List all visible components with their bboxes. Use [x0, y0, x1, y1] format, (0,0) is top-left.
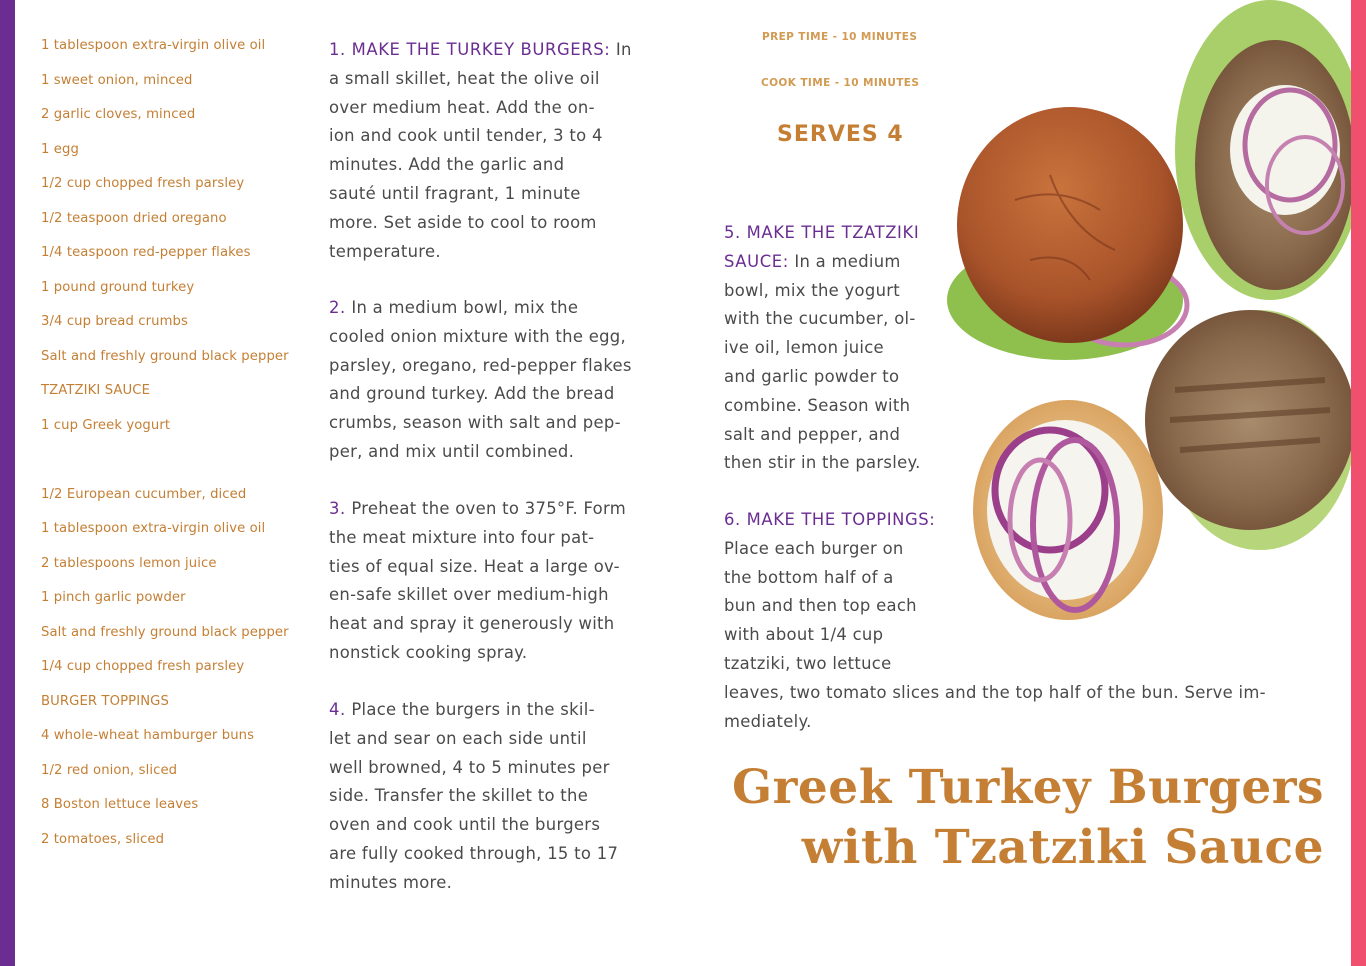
step-5-heading: 5. MAKE THE TZATZIKI: [724, 223, 920, 242]
step-line: per, and mix until combined.: [329, 441, 575, 461]
ingredient-item: 8 Boston lettuce leaves: [41, 797, 199, 812]
step-2-heading: 2.: [329, 298, 346, 317]
step-line: and ground turkey. Add the bread: [329, 384, 615, 404]
step-line: salt and pepper, and: [724, 424, 901, 444]
step-line: combine. Season with: [724, 395, 911, 415]
step-line: more. Set aside to cool to room: [329, 212, 597, 232]
recipe-title-line-1: Greek Turkey Burgers: [731, 760, 1324, 815]
ingredient-item: 1 pinch garlic powder: [41, 590, 186, 605]
step-line: mediately.: [724, 711, 812, 731]
step-line: crumbs, season with salt and pep-: [329, 413, 621, 433]
step-line: minutes. Add the garlic and: [329, 155, 565, 175]
step-line: minutes more.: [329, 872, 453, 892]
ingredient-item: 1/2 European cucumber, diced: [41, 486, 247, 502]
recipe-title: [732, 758, 1324, 878]
step-1: [329, 36, 632, 266]
ingredient-item: 1 egg: [41, 141, 79, 157]
ingredient-item: 1 cup Greek yogurt: [41, 417, 171, 433]
step-line: over medium heat. Add the on-: [329, 97, 595, 117]
ingredient-item: 1/2 cup chopped fresh parsley: [41, 176, 245, 191]
ingredient-item: 4 whole-wheat hamburger buns: [41, 728, 255, 743]
step-line: the bottom half of a: [724, 567, 894, 587]
ingredient-item: 1 sweet onion, minced: [41, 72, 193, 88]
step-line: cooled onion mixture with the egg,: [329, 326, 627, 346]
step-line: temperature.: [329, 241, 441, 261]
step-line: In a medium: [788, 251, 901, 271]
step-line: en-safe skillet over medium-high: [329, 585, 609, 605]
step-line: bowl, mix the yogurt: [724, 280, 901, 300]
step-line: ties of equal size. Heat a large ov-: [329, 556, 620, 576]
step-line: heat and spray it generously with: [329, 614, 615, 634]
serves-count: SERVES 4: [777, 122, 904, 147]
step-line: the meat mixture into four pat-: [329, 527, 595, 547]
step-line: well browned, 4 to 5 minutes per: [329, 757, 610, 777]
left-border: [0, 0, 15, 966]
ingredient-item: BURGER TOPPINGS: [41, 693, 169, 709]
ingredient-item: 2 tomatoes, sliced: [41, 831, 165, 847]
ingredient-item: 1/2 teaspoon dried oregano: [41, 210, 227, 226]
ingredient-item: 1 tablespoon extra-virgin olive oil: [41, 521, 266, 536]
ingredient-item: 2 garlic cloves, minced: [41, 107, 196, 122]
step-line: nonstick cooking spray.: [329, 642, 528, 662]
ingredient-item: Salt and freshly ground black pepper: [41, 348, 289, 364]
recipe-title-line-2: with Tzatziki Sauce: [801, 820, 1324, 875]
step-line: In: [610, 40, 632, 59]
step-6-heading: 6. MAKE THE TOPPINGS:: [724, 510, 936, 529]
step-5: [724, 219, 921, 478]
prep-time: PREP TIME - 10 MINUTES: [762, 31, 918, 43]
step-line: Place the burgers in the skil-: [345, 700, 595, 719]
step-3-heading: 3.: [329, 499, 346, 518]
step-line: let and sear on each side until: [329, 728, 587, 748]
step-line: are fully cooked through, 15 to 17: [329, 843, 619, 863]
step-line: tzatziki, two lettuce: [724, 653, 892, 673]
step-line: bun and then top each: [724, 596, 917, 616]
step-4: [329, 696, 618, 898]
step-2: [329, 294, 632, 467]
step-line: then stir in the parsley.: [724, 453, 921, 473]
step-line: Preheat the oven to 375°F. Form: [345, 499, 627, 518]
step-line: with the cucumber, ol-: [724, 309, 916, 329]
step-line: ion and cook until tender, 3 to 4: [329, 126, 603, 146]
step-line: and garlic powder to: [724, 366, 900, 386]
step-line: side. Transfer the skillet to the: [329, 786, 589, 806]
ingredient-item: 3/4 cup bread crumbs: [41, 314, 188, 329]
step-line: a small skillet, heat the olive oil: [329, 68, 600, 88]
step-line: leaves, two tomato slices and the top half of the bun. Serve im-: [724, 682, 1266, 702]
step-line: ive oil, lemon juice: [724, 338, 884, 358]
burger-photo: [940, 0, 1351, 640]
step-5-heading-cont: SAUCE:: [724, 251, 789, 271]
step-line: In a medium bowl, mix the: [345, 298, 579, 317]
step-line: oven and cook until the burgers: [329, 815, 601, 835]
step-line: Place each burger on: [724, 538, 904, 558]
ingredient-item: 1/4 cup chopped fresh parsley: [41, 659, 245, 674]
step-3: [329, 495, 626, 668]
step-4-heading: 4.: [329, 700, 346, 719]
ingredient-item: Salt and freshly ground black pepper: [41, 624, 289, 640]
step-1-heading: 1. MAKE THE TURKEY BURGERS:: [329, 40, 611, 59]
step-line: sauté until fragrant, 1 minute: [329, 183, 581, 203]
step-line: parsley, oregano, red-pepper flakes: [329, 355, 632, 375]
cook-time: COOK TIME - 10 MINUTES: [761, 77, 920, 89]
ingredient-item: 1 pound ground turkey: [41, 279, 195, 295]
ingredient-item: 2 tablespoons lemon juice: [41, 555, 217, 571]
ingredient-item: 1/2 red onion, sliced: [41, 762, 178, 778]
step-line: with about 1/4 cup: [724, 625, 884, 645]
ingredient-item: TZATZIKI SAUCE: [41, 383, 151, 398]
ingredient-item: 1 tablespoon extra-virgin olive oil: [41, 38, 266, 53]
right-border: [1351, 0, 1366, 966]
ingredient-item: 1/4 teaspoon red-pepper flakes: [41, 245, 251, 260]
burger-bun-top: [957, 107, 1183, 343]
